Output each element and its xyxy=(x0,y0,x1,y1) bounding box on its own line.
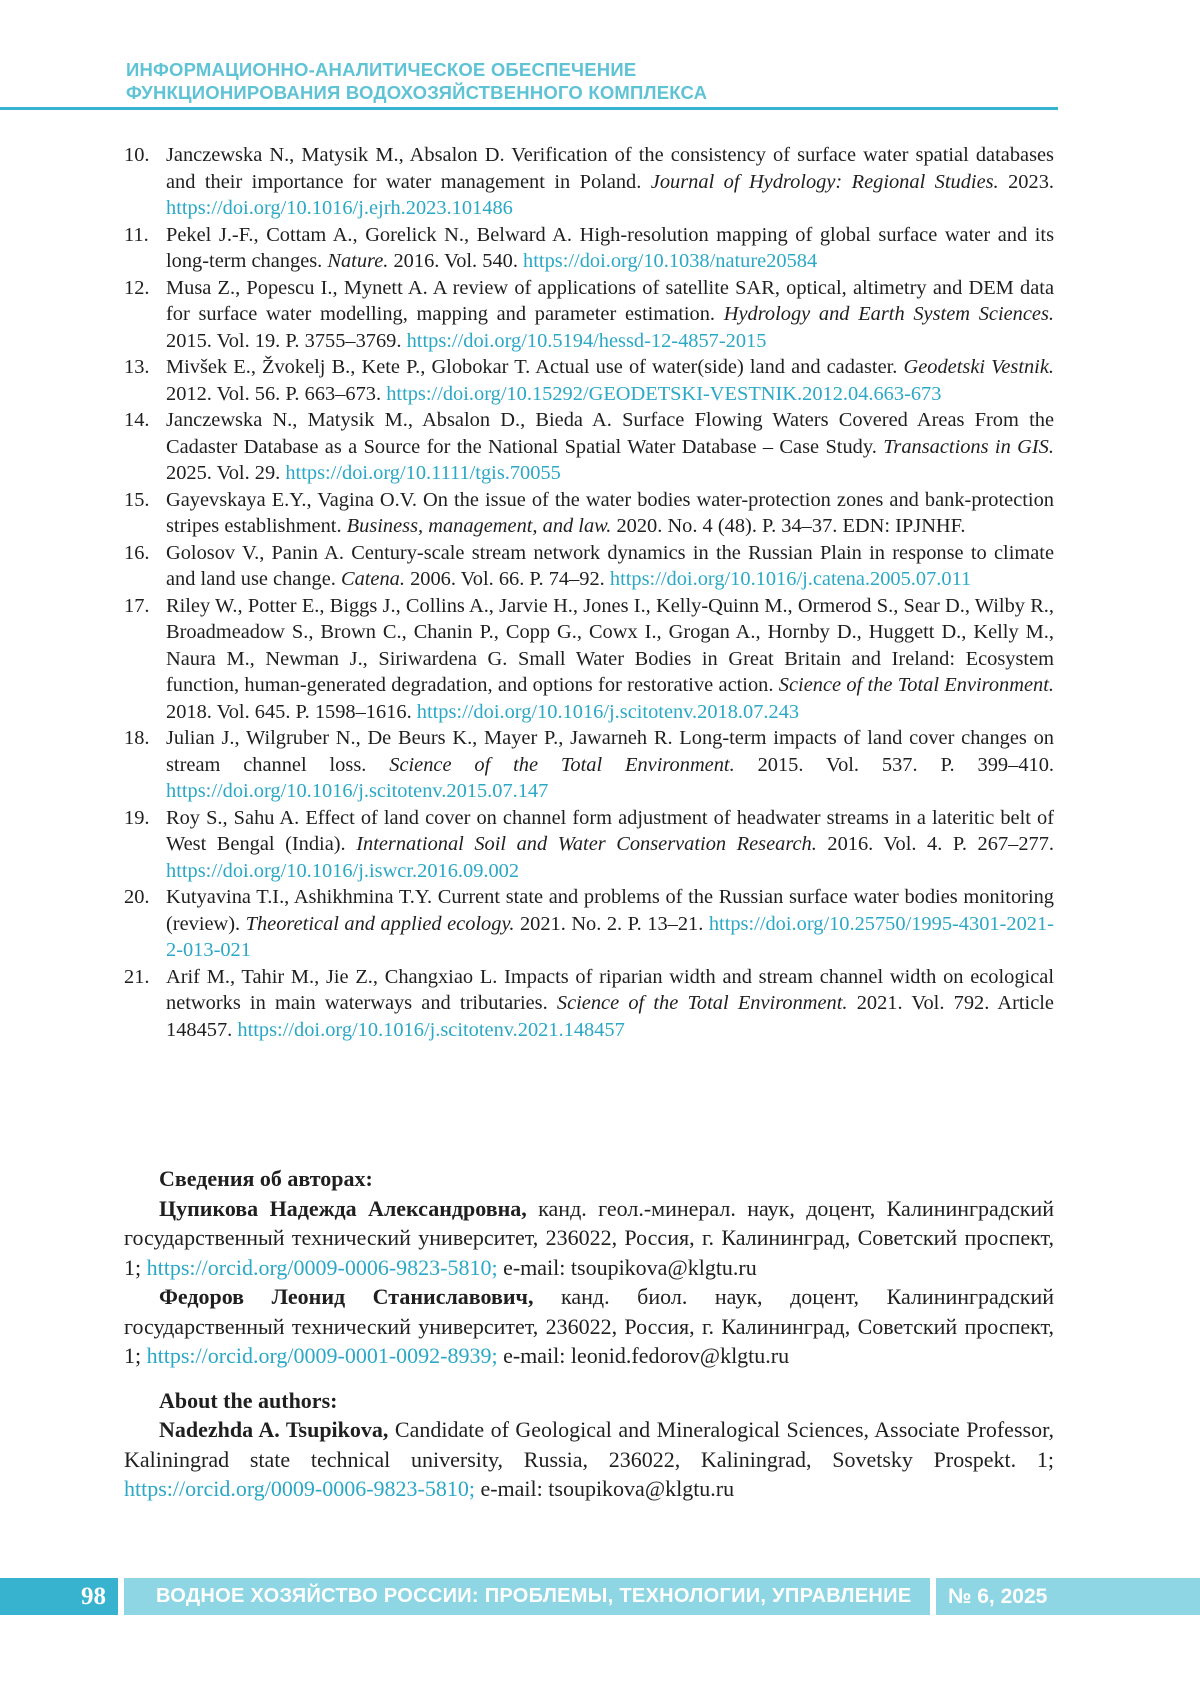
page-footer xyxy=(0,1578,1200,1615)
journal-title: ВОДНОЕ ХОЗЯЙСТВО РОССИИ: ПРОБЛЕМЫ, ТЕХНОЛОГИИ, УПРАВЛЕНИЕ xyxy=(124,1578,930,1615)
running-header-line1: ИНФОРМАЦИОННО-АНАЛИТИЧЕСКОЕ ОБЕСПЕЧЕНИЕ xyxy=(126,59,637,80)
author-email: e-mail: tsoupikova@klgtu.ru xyxy=(503,1254,757,1280)
reference-tail: 2016. Vol. 540. xyxy=(393,250,518,272)
reference-number: 15. xyxy=(124,488,150,511)
reference-item xyxy=(124,142,1054,222)
reference-item xyxy=(124,407,1054,487)
running-header-line2: ФУНКЦИОНИРОВАНИЯ ВОДОХОЗЯЙСТВЕННОГО КОМПЛЕКСА xyxy=(126,82,708,103)
reference-number: 21. xyxy=(124,965,150,988)
reference-text: Mivšek E., Žvokelj B., Kete P., Globokar T. Actual use of water(side) land and cadaster. xyxy=(166,356,898,378)
reference-link[interactable]: https://doi.org/10.1016/j.scitotenv.2018.07.243 xyxy=(416,700,800,723)
reference-number: 17. xyxy=(124,594,150,617)
reference-text: Kutyavina T.I., Ashikhmina T.Y. Current state and problems of the Russian surface water bodies monitoring (review). xyxy=(166,886,1054,935)
author-name: Nadezhda A. Tsupikova, xyxy=(159,1417,389,1442)
reference-journal: International Soil and Water Conservation Research. xyxy=(356,833,817,855)
reference-journal: Science of the Total Environment. xyxy=(556,992,848,1014)
running-header xyxy=(126,58,707,104)
reference-journal: Geodetski Vestnik. xyxy=(903,356,1054,378)
reference-item xyxy=(124,222,1054,275)
reference-number: 13. xyxy=(124,356,150,378)
author-name: Цупикова Надежда Александровна, xyxy=(159,1195,527,1221)
reference-item xyxy=(124,805,1054,885)
reference-number: 20. xyxy=(124,886,150,908)
reference-link[interactable]: https://doi.org/10.1038/nature20584 xyxy=(523,250,818,272)
reference-journal: Nature. xyxy=(327,250,389,272)
reference-link[interactable]: https://doi.org/10.1016/j.catena.2005.07.011 xyxy=(609,568,972,590)
reference-tail: 2020. No. 4 (48). P. 34–37. EDN: IPJNHF. xyxy=(616,515,966,537)
reference-tail: 2021. Vol. 792. Article 148457. xyxy=(166,992,1054,1041)
reference-number: 14. xyxy=(124,409,150,431)
author-affiliation: Candidate of Geological and Mineralogical Sciences, Associate Professor, Kaliningrad state technical university, Russia, 236022, Kaliningrad, Sovetsky Prospekt. 1; xyxy=(124,1417,1055,1472)
reference-tail: 2012. Vol. 56. P. 663–673. xyxy=(166,382,382,405)
reference-item xyxy=(124,964,1054,1044)
reference-text: Janczewska N., Matysik M., Absalon D., Bieda A. Surface Flowing Waters Covered Areas From the Cadaster Database as a Source for the National Spatial Water Database – Case Study. xyxy=(166,409,1054,458)
reference-link[interactable]: https://doi.org/10.1016/j.scitotenv.2015.07.147 xyxy=(166,780,549,802)
reference-list xyxy=(124,142,1054,1043)
reference-item xyxy=(124,593,1054,726)
reference-journal: Theoretical and applied ecology. xyxy=(245,912,515,935)
author-affiliation: канд. геол.-минерал. наук, доцент, Калининградский государственный технический университет, 236022, Россия, г. Калининград, Советский проспект, 1; xyxy=(124,1195,1054,1280)
reference-number: 10. xyxy=(124,144,150,166)
reference-number: 19. xyxy=(124,806,150,829)
orcid-link[interactable]: https://orcid.org/0009-0006-9823-5810; xyxy=(124,1476,475,1501)
reference-link[interactable]: https://doi.org/10.15292/GEODETSKI-VESTNIK.2012.04.663-673 xyxy=(386,382,942,405)
reference-journal: Hydrology and Earth System Sciences. xyxy=(723,303,1054,325)
orcid-link[interactable]: https://orcid.org/0009-0001-0092-8939; xyxy=(146,1343,498,1368)
reference-journal: Science of the Total Environment. xyxy=(778,674,1054,696)
reference-tail: 2016. Vol. 4. P. 267–277. xyxy=(827,833,1055,855)
section-gap xyxy=(124,1371,1054,1386)
reference-tail: 2015. Vol. 537. P. 399–410. xyxy=(757,753,1055,776)
reference-tail: 2021. No. 2. P. 13–21. xyxy=(519,912,704,935)
reference-item xyxy=(124,275,1054,355)
reference-journal: Business, management, and law. xyxy=(346,515,612,537)
reference-tail: 2006. Vol. 66. P. 74–92. xyxy=(410,568,605,590)
reference-journal: Catena. xyxy=(340,568,405,590)
author-email: e-mail: tsoupikova@klgtu.ru xyxy=(480,1476,735,1501)
reference-text: Gayevskaya E.Y., Vagina O.V. On the issue of the water bodies water-protection zones and bank-protection stripes establishment. xyxy=(166,488,1054,537)
reference-text: Arif M., Tahir M., Jie Z., Changxiao L. Impacts of riparian width and stream channel width on ecological networks in main waterways and tributaries. xyxy=(166,965,1054,1014)
reference-text: Riley W., Potter E., Biggs J., Collins A., Jarvie H., Jones I., Kelly-Quinn M., Ormerod S., Sear D., Wilby R., Broadmeadow S., Brown C., Chanin P., Copp G., Cowx I., Grogan A., Hornby D., Huggett D., Kelly M., Naura M., Newman J., Siriwardena G. Small Water Bodies in Great Britain and Ireland: Ecosystem function, human-generated degradation, and options for restorative action. xyxy=(166,594,1054,696)
reference-number: 16. xyxy=(124,541,150,564)
reference-journal: Transactions in GIS. xyxy=(883,435,1054,458)
reference-tail: 2018. Vol. 645. P. 1598–1616. xyxy=(166,700,412,723)
reference-link[interactable]: https://doi.org/10.1111/tgis.70055 xyxy=(285,462,561,484)
orcid-link[interactable]: https://orcid.org/0009-0006-9823-5810; xyxy=(146,1254,498,1280)
reference-number: 18. xyxy=(124,727,150,749)
author-affiliation: канд. биол. наук, доцент, Калининградский государственный технический университет, 236022, Россия, г. Калининград, Советский проспект, 1; xyxy=(124,1284,1054,1368)
header-rule xyxy=(0,107,1058,110)
reference-journal: Journal of Hydrology: Regional Studies. xyxy=(650,170,999,193)
issue-number: № 6, 2025 xyxy=(936,1578,1200,1615)
reference-item xyxy=(124,725,1054,805)
reference-tail: 2025. Vol. 29. xyxy=(166,462,281,484)
reference-link[interactable]: https://doi.org/10.1016/j.ejrh.2023.101486 xyxy=(166,197,513,219)
authors-en-heading: About the authors: xyxy=(159,1387,338,1413)
author-name: Федоров Леонид Станиславович, xyxy=(159,1284,534,1309)
author-ru-2 xyxy=(124,1282,1054,1371)
author-en-1 xyxy=(124,1415,1054,1504)
reference-tail: 2023. xyxy=(1008,170,1054,193)
reference-text: Janczewska N., Matysik M., Absalon D. Verification of the consistency of surface water spatial databases and their importance for water management in Poland. xyxy=(166,144,1054,193)
page-number: 98 xyxy=(0,1578,118,1615)
reference-text: Roy S., Sahu A. Effect of land cover on channel form adjustment of headwater streams in a lateritic belt of West Bengal (India). xyxy=(166,806,1054,855)
reference-item xyxy=(124,540,1054,593)
reference-number: 11. xyxy=(124,223,149,246)
author-ru-1 xyxy=(124,1194,1054,1283)
reference-number: 12. xyxy=(124,276,150,299)
author-email: e-mail: leonid.fedorov@klgtu.ru xyxy=(503,1343,790,1368)
reference-link[interactable]: https://doi.org/10.5194/hessd-12-4857-2015 xyxy=(406,329,767,352)
reference-text: Golosov V., Panin A. Century-scale stream network dynamics in the Russian Plain in response to climate and land use change. xyxy=(166,541,1054,590)
reference-item xyxy=(124,354,1054,407)
reference-text: Musa Z., Popescu I., Mynett A. A review of applications of satellite SAR, optical, altimetry and DEM data for surface water modelling, mapping and parameter estimation. xyxy=(166,276,1054,325)
reference-journal: Science of the Total Environment. xyxy=(389,753,735,776)
reference-item xyxy=(124,884,1054,964)
reference-text: Julian J., Wilgruber N., De Beurs K., Mayer P., Jawarneh R. Long-term impacts of land cover changes on stream channel loss. xyxy=(166,727,1054,776)
reference-link[interactable]: https://doi.org/10.25750/1995-4301-2021-2-013-021 xyxy=(166,912,1054,961)
authors-section xyxy=(124,1164,1054,1504)
reference-tail: 2015. Vol. 19. P. 3755–3769. xyxy=(166,329,402,352)
reference-item xyxy=(124,487,1054,540)
reference-text: Pekel J.-F., Cottam A., Gorelick N., Belward A. High-resolution mapping of global surface water and its long-term changes. xyxy=(166,223,1054,272)
reference-link[interactable]: https://doi.org/10.1016/j.iswcr.2016.09.002 xyxy=(166,859,520,882)
reference-link[interactable]: https://doi.org/10.1016/j.scitotenv.2021.148457 xyxy=(237,1018,625,1041)
authors-ru-heading: Сведения об авторах: xyxy=(159,1166,373,1191)
